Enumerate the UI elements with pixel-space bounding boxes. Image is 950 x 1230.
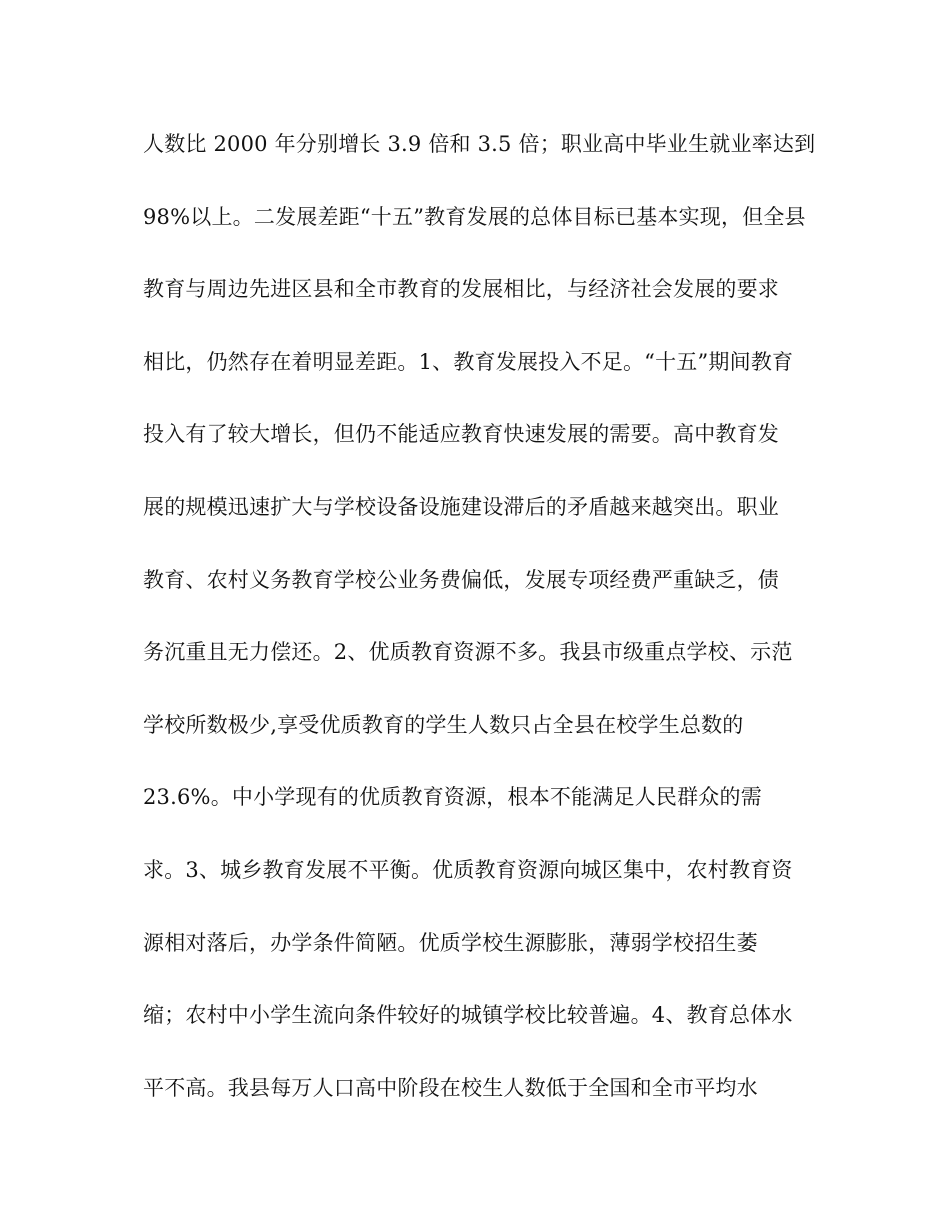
text-line: 学校所数极少,享受优质教育的学生人数只占全县在校学生总数的 <box>143 712 744 737</box>
text-line: 23.6%。中小学现有的优质教育资源，根本不能满足人民群众的需 <box>143 785 762 810</box>
text-line: 教育与周边先进区县和全市教育的发展相比，与经济社会发展的要求 <box>143 277 779 302</box>
text-line: 相比，仍然存在着明显差距。1、教育发展投入不足。“十五”期间教育 <box>143 349 794 374</box>
text-line: 求。3、城乡教育发展不平衡。优质教育资源向城区集中，农村教育资 <box>143 857 793 882</box>
text-line: 教育、农村义务教育学校公业务费偏低，发展专项经费严重缺乏，债 <box>143 567 779 592</box>
text-line: 务沉重且无力偿还。2、优质教育资源不多。我县市级重点学校、示范 <box>143 640 793 665</box>
text-line: 投入有了较大增长，但仍不能适应教育快速发展的需要。高中教育发 <box>143 422 779 447</box>
text-line: 展的规模迅速扩大与学校设备设施建设滞后的矛盾越来越突出。职业 <box>143 494 779 519</box>
text-line: 缩；农村中小学生流向条件较好的城镇学校比较普遍。4、教育总体水 <box>143 1003 793 1028</box>
text-line: 源相对落后，办学条件简陋。优质学校生源膨胀，薄弱学校招生萎 <box>143 930 758 955</box>
body-text <box>143 128 816 1144</box>
text-line: 98%以上。二发展差距“十五”教育发展的总体目标已基本实现，但全县 <box>143 204 806 229</box>
text-line: 人数比 2000 年分别增长 3.9 倍和 3.5 倍；职业高中毕业生就业率达到 <box>143 132 816 156</box>
text-line: 平不高。我县每万人口高中阶段在校生人数低于全国和全市平均水 <box>143 1075 758 1100</box>
